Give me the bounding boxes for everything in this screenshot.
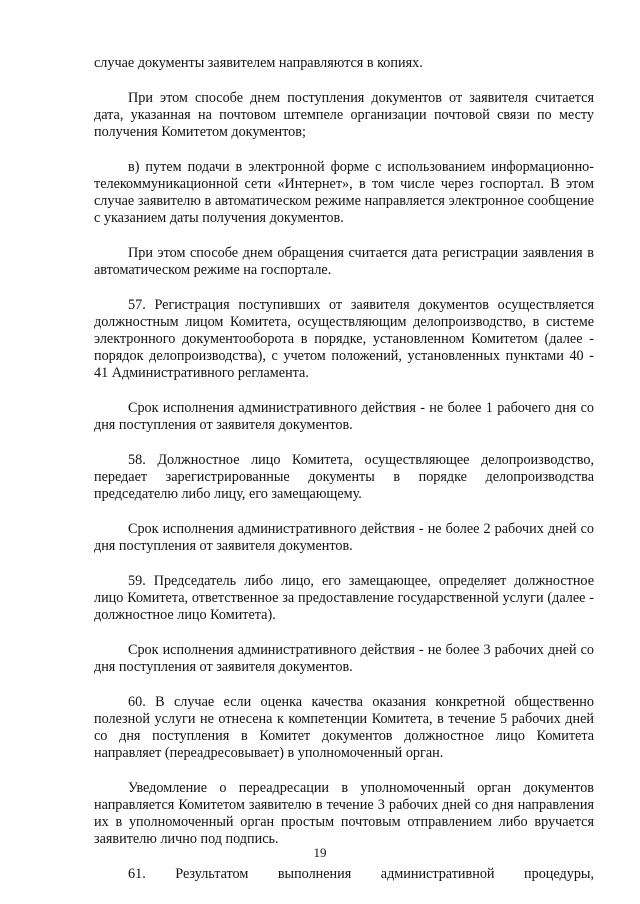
paragraph-deadline-2-days: Срок исполнения административного действия - не более 2 рабочих дней со дня поступления от заявителя документов. bbox=[94, 521, 594, 554]
paragraph-redirect-notice: Уведомление о переадресации в уполномоченный орган документов направляется Комитетом заявителю в течение 3 рабочих дней со дня направления их в уполномоченный орган простым почтовым отправлением либо вручается заявителю лично под подпись. bbox=[94, 780, 594, 847]
paragraph-electronic-submission: в) путем подачи в электронной форме с использованием информационно-телекоммуникационной сети «Интернет», в том числе через госпортал. В этом случае заявителю в автоматическом режиме направляется электронное сообщение с указанием даты получения документов. bbox=[94, 159, 594, 226]
paragraph-item-57: 57. Регистрация поступивших от заявителя документов осуществляется должностным лицом Комитета, осуществляющим делопроизводство, в системе электронного документооборота в порядке, установленном Комитетом (далее - порядок делопроизводства), с учетом положений, установленных пунктами 40 - 41 Административного регламента. bbox=[94, 297, 594, 381]
paragraph-item-58: 58. Должностное лицо Комитета, осуществляющее делопроизводство, передает зарегистрированные документы в порядке делопроизводства председателю либо лицу, его замещающему. bbox=[94, 452, 594, 502]
paragraph-item-61: 61. Результатом выполнения административной процедуры, bbox=[128, 866, 594, 882]
paragraph-deadline-3-days: Срок исполнения административного действия - не более 3 рабочих дней со дня поступления от заявителя документов. bbox=[94, 642, 594, 675]
paragraph-deadline-1-day: Срок исполнения административного действия - не более 1 рабочего дня со дня поступления от заявителя документов. bbox=[94, 400, 594, 433]
paragraph-electronic-date: При этом способе днем обращения считается дата регистрации заявления в автоматическом режиме на госпортале. bbox=[94, 245, 594, 278]
document-page bbox=[94, 55, 594, 901]
paragraph-item-60: 60. В случае если оценка качества оказания конкретной общественно полезной услуги не отнесена к компетенции Комитета, в течение 5 рабочих дней со дня поступления в Комитет документов должностное лицо Комитета направляет (переадресовывает) в уполномоченный орган. bbox=[94, 694, 594, 761]
paragraph-postal-receipt-date: При этом способе днем поступления документов от заявителя считается дата, указанная на почтовом штемпеле организации почтовой связи по месту получения Комитетом документов; bbox=[94, 90, 594, 140]
paragraph-item-59: 59. Председатель либо лицо, его замещающее, определяет должностное лицо Комитета, ответственное за предоставление государственной услуги (далее - должностное лицо Комитета). bbox=[94, 573, 594, 623]
page-number: 19 bbox=[313, 845, 327, 860]
paragraph-continuation: случае документы заявителем направляются в копиях. bbox=[94, 55, 423, 71]
